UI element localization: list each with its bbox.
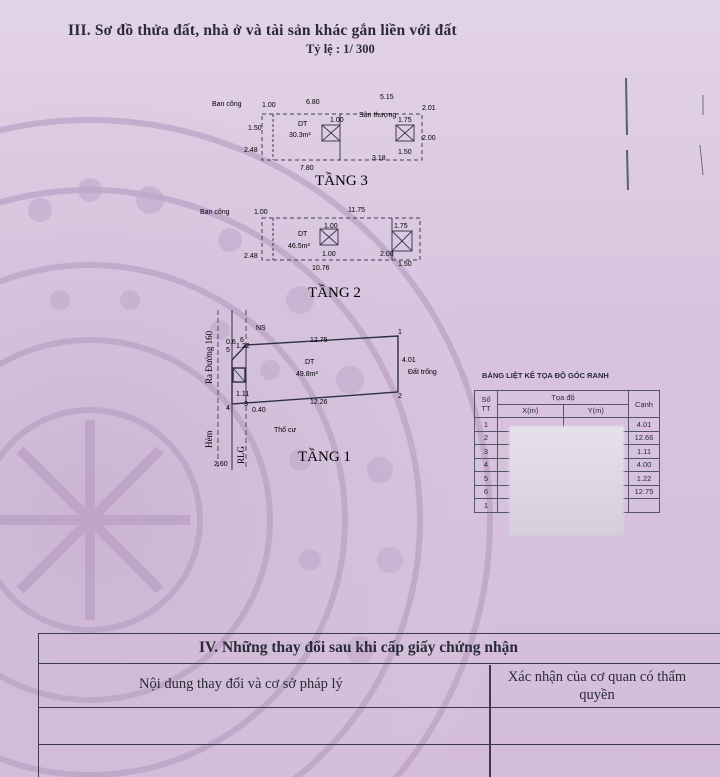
coord-stt: 2 — [475, 431, 498, 445]
row-divider — [39, 744, 720, 745]
coord-stt: 6 — [475, 485, 498, 499]
floor1-point: 2 — [398, 393, 402, 400]
floor3-dim: 1.50 — [248, 125, 262, 132]
coord-canh: 1.11 — [629, 445, 660, 459]
floor1-ns: NS — [256, 325, 266, 332]
floor1-plan — [218, 310, 398, 470]
floor2-area: DT — [298, 231, 308, 238]
floor3-dim: 2.01 — [422, 105, 436, 112]
floor2-dim: 11.75 — [348, 207, 365, 214]
coord-canh: 12.75 — [629, 485, 660, 499]
floor3-dim: 7.80 — [300, 165, 314, 172]
floor2-dim: 1.00 — [254, 209, 268, 216]
floor1-dim: 12.26 — [310, 399, 328, 406]
coord-header-toado: Tọa độ — [498, 391, 629, 405]
coord-header-y: Y(m) — [563, 404, 629, 418]
floor3-dim: 1.00 — [262, 102, 276, 109]
floor1-point: 1 — [398, 329, 402, 336]
coord-stt: 5 — [475, 472, 498, 486]
section3-title: III. Sơ đồ thửa đất, nhà ở và tài sản khác gắn liền với đất — [68, 22, 457, 39]
coord-canh — [629, 499, 660, 513]
floor3-dim: 6.80 — [306, 99, 320, 106]
floor1-dim: 4.01 — [402, 357, 416, 364]
floor3-dim: 5.15 — [380, 94, 394, 101]
floor3-dim: 1.50 — [398, 149, 412, 156]
floor1-dim: 1.11 — [236, 391, 250, 398]
section4-col-left: Nội dung thay đổi và cơ sở pháp lý — [139, 676, 343, 692]
floor1-point: 6 — [240, 337, 244, 344]
coord-stt: 1 — [475, 418, 498, 432]
floor2-dim: 1.00 — [324, 223, 338, 230]
floor3-dim: 1.75 — [398, 117, 412, 124]
floor1-label: TẦNG 1 — [298, 449, 351, 465]
floor1-dim: 1.22 — [236, 343, 250, 350]
coord-header-x: X(m) — [498, 404, 564, 418]
floor2-dim: 2.48 — [244, 253, 258, 260]
floor2-dim: 1.50 — [398, 261, 412, 268]
redacted-coordinates — [509, 426, 624, 536]
floor1-dim: 12.75 — [310, 337, 328, 344]
floor3-dim: 2.48 — [244, 147, 258, 154]
floor2-label: TẦNG 2 — [308, 285, 361, 301]
scale-label: Tỷ lệ : 1/ 300 — [306, 42, 375, 56]
section4-title: IV. Những thay đổi sau khi cấp giấy chứng nhận — [39, 634, 720, 664]
coord-stt: 1 — [475, 499, 498, 513]
floor2-dim: 1.00 — [322, 251, 336, 258]
coord-header-stt: Số TT — [475, 391, 498, 418]
floor1-dim: 0.40 — [252, 407, 266, 414]
floor2-dim: 1.75 — [394, 223, 408, 230]
coord-stt: 4 — [475, 458, 498, 472]
floor2-dim: 10.76 — [312, 265, 330, 272]
floor1-point: 4 — [226, 405, 230, 412]
section4-table — [38, 633, 720, 777]
floor3-area-value: 30.3m² — [289, 132, 311, 139]
floor2-dim: 2.00 — [380, 251, 394, 258]
floor1-dim: 2.60 — [214, 461, 228, 468]
floor1-empty-land: Đất trống — [408, 369, 437, 376]
coord-canh: 12.66 — [629, 431, 660, 445]
coord-canh: 4.01 — [629, 418, 660, 432]
coord-stt: 3 — [475, 445, 498, 459]
floor1-rlg: RLG — [236, 446, 246, 464]
floor3-balcony: Ban công — [212, 101, 242, 108]
floor3-terrace: Sân thượng — [359, 112, 397, 119]
section4-col-right: Xác nhận của cơ quan có thẩm quyền — [507, 669, 687, 703]
floor3-area: DT — [298, 121, 308, 128]
floor3-dim: 1.00 — [330, 117, 344, 124]
floor1-point: 3 — [244, 401, 248, 408]
floor3-dim: 3.18 — [372, 155, 386, 162]
floor2-area-value: 46.5m² — [288, 243, 310, 250]
floor3-dim: 2.00 — [422, 135, 436, 142]
floor1-point: 5 — [226, 347, 230, 354]
floor3-label: TẦNG 3 — [315, 173, 368, 189]
coord-table-title: BẢNG LIỆT KÊ TỌA ĐỘ GÓC RANH — [482, 371, 609, 380]
floor1-residential: Thổ cư — [274, 427, 297, 434]
floor1-road: Ra Đường 160 — [204, 330, 214, 384]
coord-canh: 1.22 — [629, 472, 660, 486]
floor1-area: DT — [305, 359, 315, 366]
coord-header-canh: Cạnh — [629, 391, 660, 418]
floor2-balcony: Ban công — [200, 209, 230, 216]
floor1-alley: Hẻm — [204, 430, 214, 448]
floor1-area-value: 49.8m² — [296, 371, 318, 378]
floor1-dim: 0.6 — [226, 339, 236, 346]
coord-canh: 4.00 — [629, 458, 660, 472]
